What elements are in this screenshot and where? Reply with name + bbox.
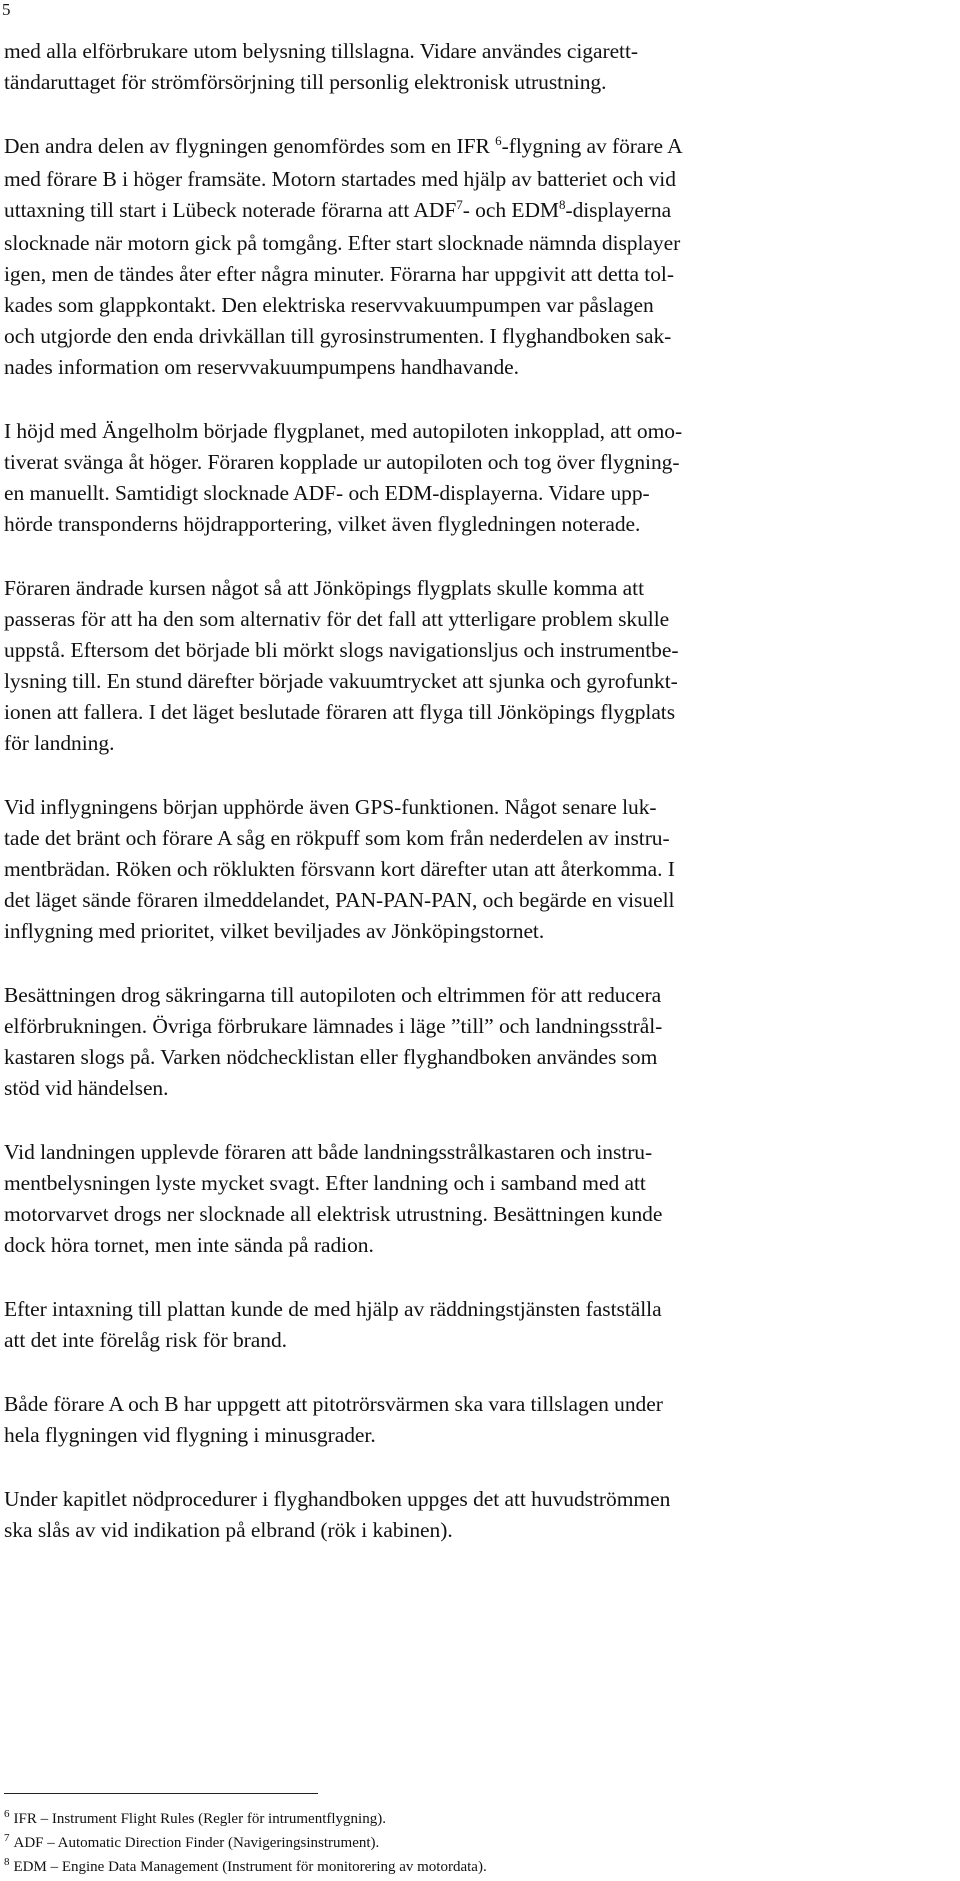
footnote-divider — [4, 1793, 318, 1794]
text-line: slocknade när motorn gick på tomgång. Efter start slocknade nämnda displayer — [4, 231, 681, 255]
footnote-number: 7 — [4, 1832, 10, 1844]
paragraph — [4, 36, 944, 98]
text-line: I höjd med Ängelholm började flygplanet, med autopiloten inkopplad, att omo- — [4, 419, 683, 443]
paragraph — [4, 1294, 944, 1356]
text-line: dock höra tornet, men inte sända på radion. — [4, 1233, 374, 1257]
text-line: uppstå. Eftersom det började bli mörkt slogs navigationsljus och instrumentbe- — [4, 638, 679, 662]
text-line: nades information om reservvakuumpumpens handhavande. — [4, 355, 519, 379]
footnote — [4, 1856, 944, 1880]
text-line: en manuellt. Samtidigt slocknade ADF- och EDM-displayerna. Vidare upp- — [4, 481, 650, 505]
text-line: med förare B i höger framsäte. Motorn startades med hjälp av batteriet och vid — [4, 167, 676, 191]
text-line — [4, 195, 944, 228]
footnote-reference: 8 — [559, 197, 566, 212]
text-line: ionen att fallera. I det läget beslutade föraren att flyga till Jönköpings flygplats — [4, 700, 676, 724]
paragraph — [4, 980, 944, 1104]
text-line: kades som glappkontakt. Den elektriska reservvakuumpumpen var påslagen — [4, 293, 654, 317]
footnotes — [4, 1808, 944, 1880]
text-line: passeras för att ha den som alternativ för det fall att ytterligare problem skulle — [4, 607, 670, 631]
text-line: igen, men de tändes åter efter några minuter. Förarna har uppgivit att detta tol- — [4, 262, 674, 286]
text-line: tade det bränt och förare A såg en rökpuff som kom från nederdelen av instru- — [4, 826, 670, 850]
paragraph — [4, 792, 944, 947]
text-line: inflygning med prioritet, vilket beviljades av Jönköpingstornet. — [4, 919, 545, 943]
footnote-text: IFR – Instrument Flight Rules (Regler för intrumentflygning). — [13, 1811, 386, 1827]
footnote — [4, 1832, 944, 1856]
footnote — [4, 1808, 944, 1832]
text-line: elförbrukningen. Övriga förbrukare lämnades i läge ”till” och landningsstrål- — [4, 1014, 663, 1038]
text-line: tiverat svänga åt höger. Föraren kopplade ur autopiloten och tog över flygning- — [4, 450, 680, 474]
text-segment: Den andra delen av flygningen genomfördes som en IFR — [4, 134, 496, 158]
text-line: och utgjorde den enda drivkällan till gyrosinstrumenten. I flyghandboken sak- — [4, 324, 672, 348]
text-line: Vid landningen upplevde föraren att både landningsstrålkastaren och instru- — [4, 1140, 653, 1164]
text-segment: - och EDM — [462, 198, 559, 222]
text-line: kastaren slogs på. Varken nödchecklistan eller flyghandboken användes som — [4, 1045, 658, 1069]
text-line: Under kapitlet nödprocedurer i flyghandboken uppges det att huvudströmmen — [4, 1487, 671, 1511]
text-segment: -flygning av förare A — [501, 134, 683, 158]
text-line: Både förare A och B har uppgett att pitotrörsvärmen ska vara tillslagen under — [4, 1392, 663, 1416]
text-line: motorvarvet drogs ner slocknade all elektrisk utrustning. Besättningen kunde — [4, 1202, 663, 1226]
text-line — [4, 131, 944, 164]
text-line: det läget sände föraren ilmeddelandet, PAN-PAN-PAN, och begärde en visuell — [4, 888, 675, 912]
text-line: hela flygningen vid flygning i minusgrader. — [4, 1423, 376, 1447]
text-line: Efter intaxning till plattan kunde de med hjälp av räddningstjänsten fastställa — [4, 1297, 662, 1321]
text-line: Föraren ändrade kursen något så att Jönköpings flygplats skulle komma att — [4, 576, 645, 600]
paragraph — [4, 573, 944, 759]
text-line: tändaruttaget för strömförsörjning till personlig elektronisk utrustning. — [4, 70, 607, 94]
text-line: stöd vid händelsen. — [4, 1076, 169, 1100]
text-line: att det inte förelåg risk för brand. — [4, 1328, 287, 1352]
paragraph — [4, 416, 944, 540]
footnote-reference: 6 — [495, 133, 502, 148]
text-line: mentbelysningen lyste mycket svagt. Efter landning och i samband med att — [4, 1171, 646, 1195]
page-number: 5 — [2, 0, 11, 19]
text-line: för landning. — [4, 731, 115, 755]
footnote-text: ADF – Automatic Direction Finder (Navigeringsinstrument). — [13, 1835, 380, 1851]
text-line: lysning till. En stund därefter började vakuumtrycket att sjunka och gyrofunkt- — [4, 669, 678, 693]
footnote-text: EDM – Engine Data Management (Instrument för monitorering av motordata). — [13, 1859, 487, 1875]
text-line: mentbrädan. Röken och röklukten försvann kort därefter utan att återkomma. I — [4, 857, 675, 881]
text-line: Besättningen drog säkringarna till autopiloten och eltrimmen för att reducera — [4, 983, 662, 1007]
paragraph — [4, 1137, 944, 1261]
document-body — [4, 36, 944, 1579]
footnote-reference: 7 — [456, 197, 463, 212]
paragraph — [4, 1484, 944, 1546]
footnote-number: 6 — [4, 1808, 10, 1820]
text-line: hörde transponderns höjdrapportering, vilket även flygledningen noterade. — [4, 512, 641, 536]
text-line: med alla elförbrukare utom belysning tillslagna. Vidare användes cigarett- — [4, 39, 639, 63]
text-line: Vid inflygningens början upphörde även GPS-funktionen. Något senare luk- — [4, 795, 657, 819]
paragraph — [4, 1389, 944, 1451]
footnote-number: 8 — [4, 1856, 10, 1868]
paragraph — [4, 131, 944, 383]
text-line: ska slås av vid indikation på elbrand (rök i kabinen). — [4, 1518, 453, 1542]
text-segment: -displayerna — [565, 198, 672, 222]
text-segment: uttaxning till start i Lübeck noterade förarna att ADF — [4, 198, 457, 222]
